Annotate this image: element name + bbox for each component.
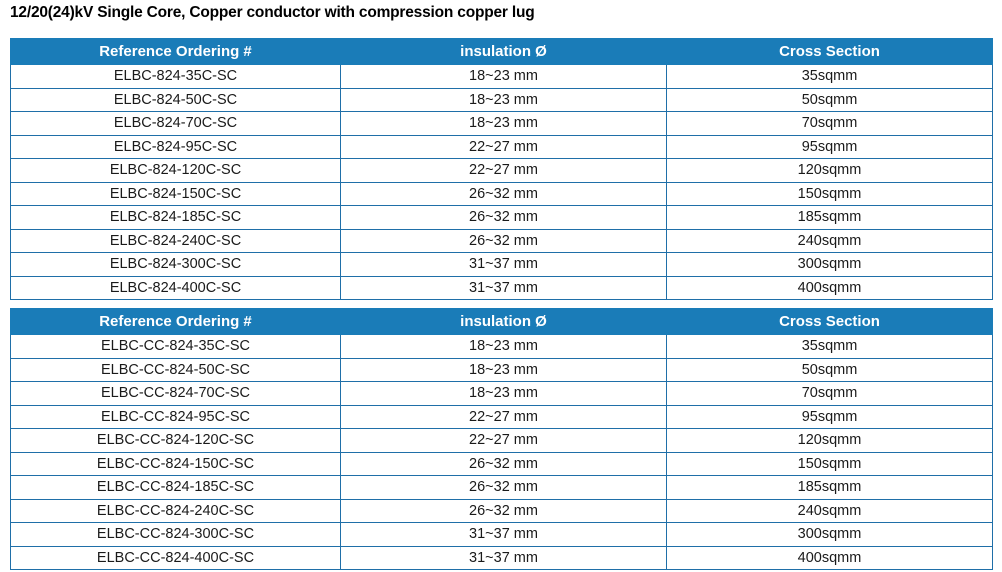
cell-insulation-diameter: 31~37 mm <box>341 276 667 300</box>
cell-cross-section: 150sqmm <box>667 452 993 476</box>
cell-reference-ordering: ELBC-CC-824-50C-SC <box>11 358 341 382</box>
cell-reference-ordering: ELBC-CC-824-185C-SC <box>11 476 341 500</box>
cell-insulation-diameter: 26~32 mm <box>341 476 667 500</box>
cell-insulation-diameter: 18~23 mm <box>341 112 667 136</box>
cell-reference-ordering: ELBC-CC-824-400C-SC <box>11 546 341 570</box>
table-header-row <box>11 309 993 335</box>
cell-cross-section: 35sqmm <box>667 335 993 359</box>
table-row <box>11 335 993 359</box>
cell-insulation-diameter: 31~37 mm <box>341 523 667 547</box>
cell-cross-section: 95sqmm <box>667 405 993 429</box>
cell-cross-section: 300sqmm <box>667 253 993 277</box>
cell-cross-section: 70sqmm <box>667 382 993 406</box>
table-row <box>11 159 993 183</box>
cell-insulation-diameter: 18~23 mm <box>341 358 667 382</box>
column-header-cross-section: Cross Section <box>667 309 993 335</box>
cell-reference-ordering: ELBC-824-120C-SC <box>11 159 341 183</box>
cell-cross-section: 300sqmm <box>667 523 993 547</box>
cell-insulation-diameter: 26~32 mm <box>341 499 667 523</box>
table-row <box>11 229 993 253</box>
cell-cross-section: 95sqmm <box>667 135 993 159</box>
cell-reference-ordering: ELBC-CC-824-150C-SC <box>11 452 341 476</box>
cell-insulation-diameter: 26~32 mm <box>341 229 667 253</box>
cell-insulation-diameter: 18~23 mm <box>341 88 667 112</box>
table-row <box>11 476 993 500</box>
table-row <box>11 65 993 89</box>
cell-insulation-diameter: 18~23 mm <box>341 382 667 406</box>
cell-reference-ordering: ELBC-CC-824-35C-SC <box>11 335 341 359</box>
cell-insulation-diameter: 26~32 mm <box>341 182 667 206</box>
table-row <box>11 253 993 277</box>
cell-reference-ordering: ELBC-824-150C-SC <box>11 182 341 206</box>
table-header-row <box>11 39 993 65</box>
spec-table-standard <box>10 38 993 300</box>
table-row <box>11 523 993 547</box>
cell-cross-section: 185sqmm <box>667 206 993 230</box>
column-header-cross-section: Cross Section <box>667 39 993 65</box>
table-row <box>11 499 993 523</box>
table-row <box>11 88 993 112</box>
cell-cross-section: 50sqmm <box>667 88 993 112</box>
table-row <box>11 546 993 570</box>
table-row <box>11 452 993 476</box>
cell-reference-ordering: ELBC-824-400C-SC <box>11 276 341 300</box>
cell-cross-section: 120sqmm <box>667 159 993 183</box>
cell-cross-section: 400sqmm <box>667 276 993 300</box>
column-header-reference-ordering: Reference Ordering # <box>11 309 341 335</box>
cell-cross-section: 185sqmm <box>667 476 993 500</box>
cell-reference-ordering: ELBC-824-70C-SC <box>11 112 341 136</box>
cell-cross-section: 150sqmm <box>667 182 993 206</box>
cell-insulation-diameter: 22~27 mm <box>341 405 667 429</box>
table-row <box>11 112 993 136</box>
cell-insulation-diameter: 22~27 mm <box>341 159 667 183</box>
cell-cross-section: 120sqmm <box>667 429 993 453</box>
table-row <box>11 206 993 230</box>
cell-cross-section: 35sqmm <box>667 65 993 89</box>
column-header-reference-ordering: Reference Ordering # <box>11 39 341 65</box>
cell-reference-ordering: ELBC-824-185C-SC <box>11 206 341 230</box>
table-row <box>11 405 993 429</box>
column-header-insulation-diameter: insulation Ø <box>341 39 667 65</box>
cell-insulation-diameter: 18~23 mm <box>341 335 667 359</box>
cell-insulation-diameter: 22~27 mm <box>341 135 667 159</box>
table-row <box>11 182 993 206</box>
column-header-insulation-diameter: insulation Ø <box>341 309 667 335</box>
page-title: 12/20(24)kV Single Core, Copper conductor with compression copper lug <box>10 4 535 21</box>
table-row <box>11 276 993 300</box>
cell-insulation-diameter: 31~37 mm <box>341 253 667 277</box>
cell-reference-ordering: ELBC-CC-824-240C-SC <box>11 499 341 523</box>
cell-insulation-diameter: 22~27 mm <box>341 429 667 453</box>
cell-reference-ordering: ELBC-824-240C-SC <box>11 229 341 253</box>
cell-reference-ordering: ELBC-824-35C-SC <box>11 65 341 89</box>
cell-reference-ordering: ELBC-824-95C-SC <box>11 135 341 159</box>
cell-reference-ordering: ELBC-CC-824-95C-SC <box>11 405 341 429</box>
cell-cross-section: 240sqmm <box>667 229 993 253</box>
cell-insulation-diameter: 18~23 mm <box>341 65 667 89</box>
cell-reference-ordering: ELBC-CC-824-120C-SC <box>11 429 341 453</box>
cell-cross-section: 70sqmm <box>667 112 993 136</box>
cell-reference-ordering: ELBC-CC-824-70C-SC <box>11 382 341 406</box>
cell-reference-ordering: ELBC-824-50C-SC <box>11 88 341 112</box>
cell-cross-section: 50sqmm <box>667 358 993 382</box>
table-row <box>11 358 993 382</box>
cell-reference-ordering: ELBC-824-300C-SC <box>11 253 341 277</box>
cell-cross-section: 400sqmm <box>667 546 993 570</box>
cell-reference-ordering: ELBC-CC-824-300C-SC <box>11 523 341 547</box>
table-row <box>11 135 993 159</box>
cell-insulation-diameter: 26~32 mm <box>341 452 667 476</box>
table-row <box>11 382 993 406</box>
cell-cross-section: 240sqmm <box>667 499 993 523</box>
table-row <box>11 429 993 453</box>
cell-insulation-diameter: 26~32 mm <box>341 206 667 230</box>
spec-table-cc <box>10 308 993 570</box>
cell-insulation-diameter: 31~37 mm <box>341 546 667 570</box>
